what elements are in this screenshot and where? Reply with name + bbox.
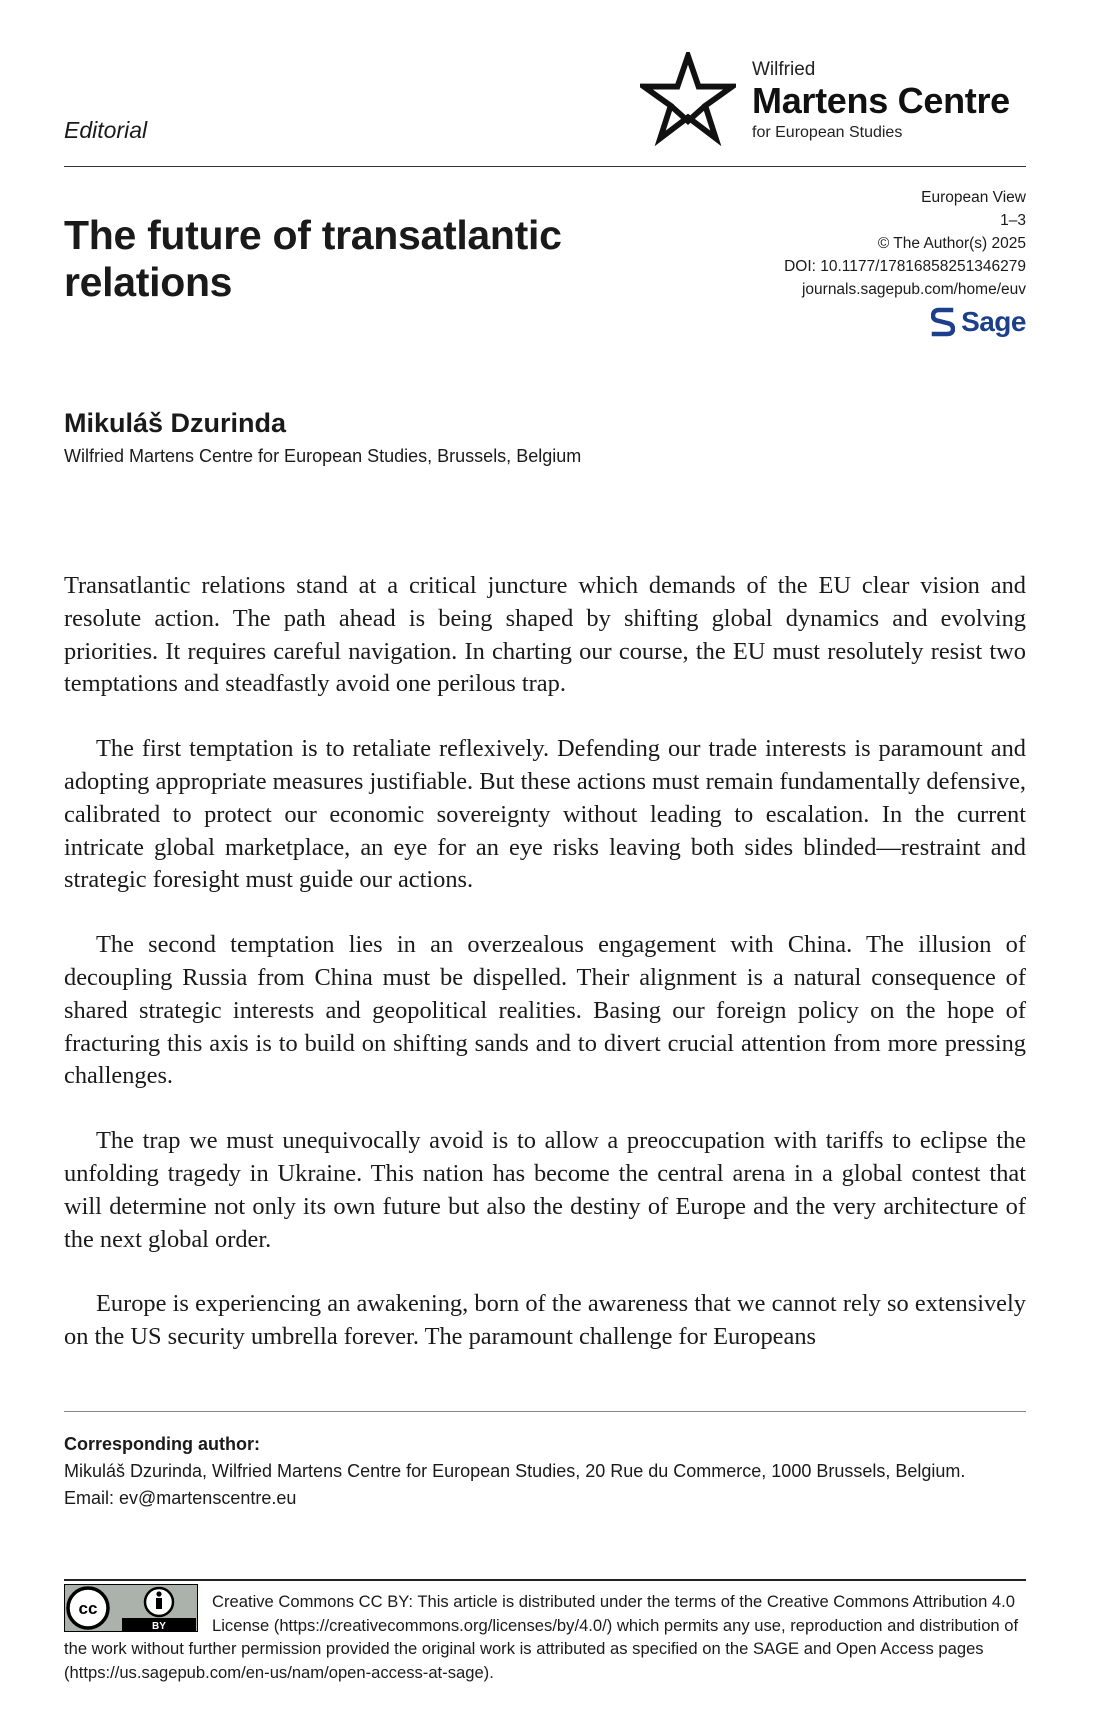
body-paragraph: The first temptation is to retaliate reflexively. Defending our trade interests is paramount and adopting appropriate measures justifiable. But these actions must remain fundamentally defensive, calibrated to protect our economic sovereignty without leading to escalation. In the current intricate global marketplace, an eye for an eye risks leaving both sides blinded—restraint and strategic foresight must guide our actions. bbox=[64, 735, 1026, 894]
author-name: Mikuláš Dzurinda bbox=[64, 408, 287, 438]
sage-logo bbox=[931, 306, 1026, 338]
corresponding-label: Corresponding author: bbox=[64, 1434, 260, 1454]
article-body bbox=[64, 570, 1026, 1386]
author-affiliation: Wilfried Martens Centre for European Studies, Brussels, Belgium bbox=[64, 446, 582, 466]
page-range: 1–3 bbox=[1000, 212, 1026, 229]
journal-url[interactable]: journals.sagepub.com/home/euv bbox=[801, 281, 1026, 298]
body-paragraph: The second temptation lies in an overzealous engagement with China. The illusion of decoupling Russia from China must be dispelled. Their alignment is a natural consequence of shared strategic interests and geopolitical realities. Basing our foreign policy on the hope of fracturing this axis is to build on shifting sands and to divert crucial attention from more pressing challenges. bbox=[64, 931, 1026, 1090]
article-title: The future of transatlantic relations bbox=[64, 212, 562, 306]
sage-wordmark: Sage bbox=[961, 306, 1026, 337]
license-statement: Creative Commons CC BY: This article is distributed under the terms of the Creative Commons Attribution 4.0 License (https://creativecommons.org/licenses/by/4.0/) which permits any use, reproduction and distribution of the work without further permission provided the original work is attributed as specified on the SAGE and Open Access pages (https://us.sagepub.com/en-us/nam/open-access-at-sage). bbox=[64, 1592, 1019, 1682]
logo-line-3: for European Studies bbox=[752, 124, 903, 141]
footnote-divider bbox=[64, 1411, 1026, 1412]
body-paragraph: Europe is experiencing an awakening, born of the awareness that we cannot rely so extensively on the US security umbrella forever. The paramount challenge for Europeans bbox=[64, 1290, 1026, 1351]
by-icon-label: BY bbox=[152, 1621, 166, 1632]
corresponding-author bbox=[64, 1431, 1026, 1512]
section-label: Editorial bbox=[64, 117, 148, 143]
body-paragraph: Transatlantic relations stand at a critical juncture which demands of the EU clear vision and resolute action. The path ahead is being shaped by shifting global dynamics and evolving priorities. It requires careful navigation. In charting our course, the EU must resolutely resist two temptations and steadfastly avoid one perilous trap. bbox=[64, 572, 1026, 698]
journal-meta bbox=[784, 186, 1026, 301]
martens-centre-logo bbox=[640, 52, 1040, 152]
corresponding-email[interactable]: Email: ev@martenscentre.eu bbox=[64, 1488, 297, 1508]
license-divider bbox=[64, 1579, 1026, 1581]
logo-line-2: Martens Centre bbox=[752, 80, 1010, 121]
star-icon bbox=[640, 52, 736, 148]
corresponding-address: Mikuláš Dzurinda, Wilfried Martens Centre for European Studies, 20 Rue du Commerce, 1000 Brussels, Belgium. bbox=[64, 1461, 966, 1481]
copyright: © The Author(s) 2025 bbox=[877, 235, 1026, 252]
sage-s-icon bbox=[931, 307, 955, 337]
logo-text bbox=[752, 60, 1010, 141]
badge-spacer bbox=[64, 1590, 212, 1636]
header-divider bbox=[64, 166, 1026, 167]
body-paragraph: The trap we must unequivocally avoid is to allow a preoccupation with tariffs to eclipse the unfolding tragedy in Ukraine. This nation has become the central arena in a global contest that will determine not only its own future but also the destiny of Europe and the very architecture of the next global order. bbox=[64, 1127, 1026, 1253]
journal-name: European View bbox=[921, 189, 1026, 206]
license-text bbox=[64, 1590, 1026, 1684]
logo-line-1: Wilfried bbox=[752, 59, 816, 80]
doi[interactable]: DOI: 10.1177/17816858251346279 bbox=[784, 258, 1026, 275]
cc-icon-label: cc bbox=[78, 1599, 98, 1618]
